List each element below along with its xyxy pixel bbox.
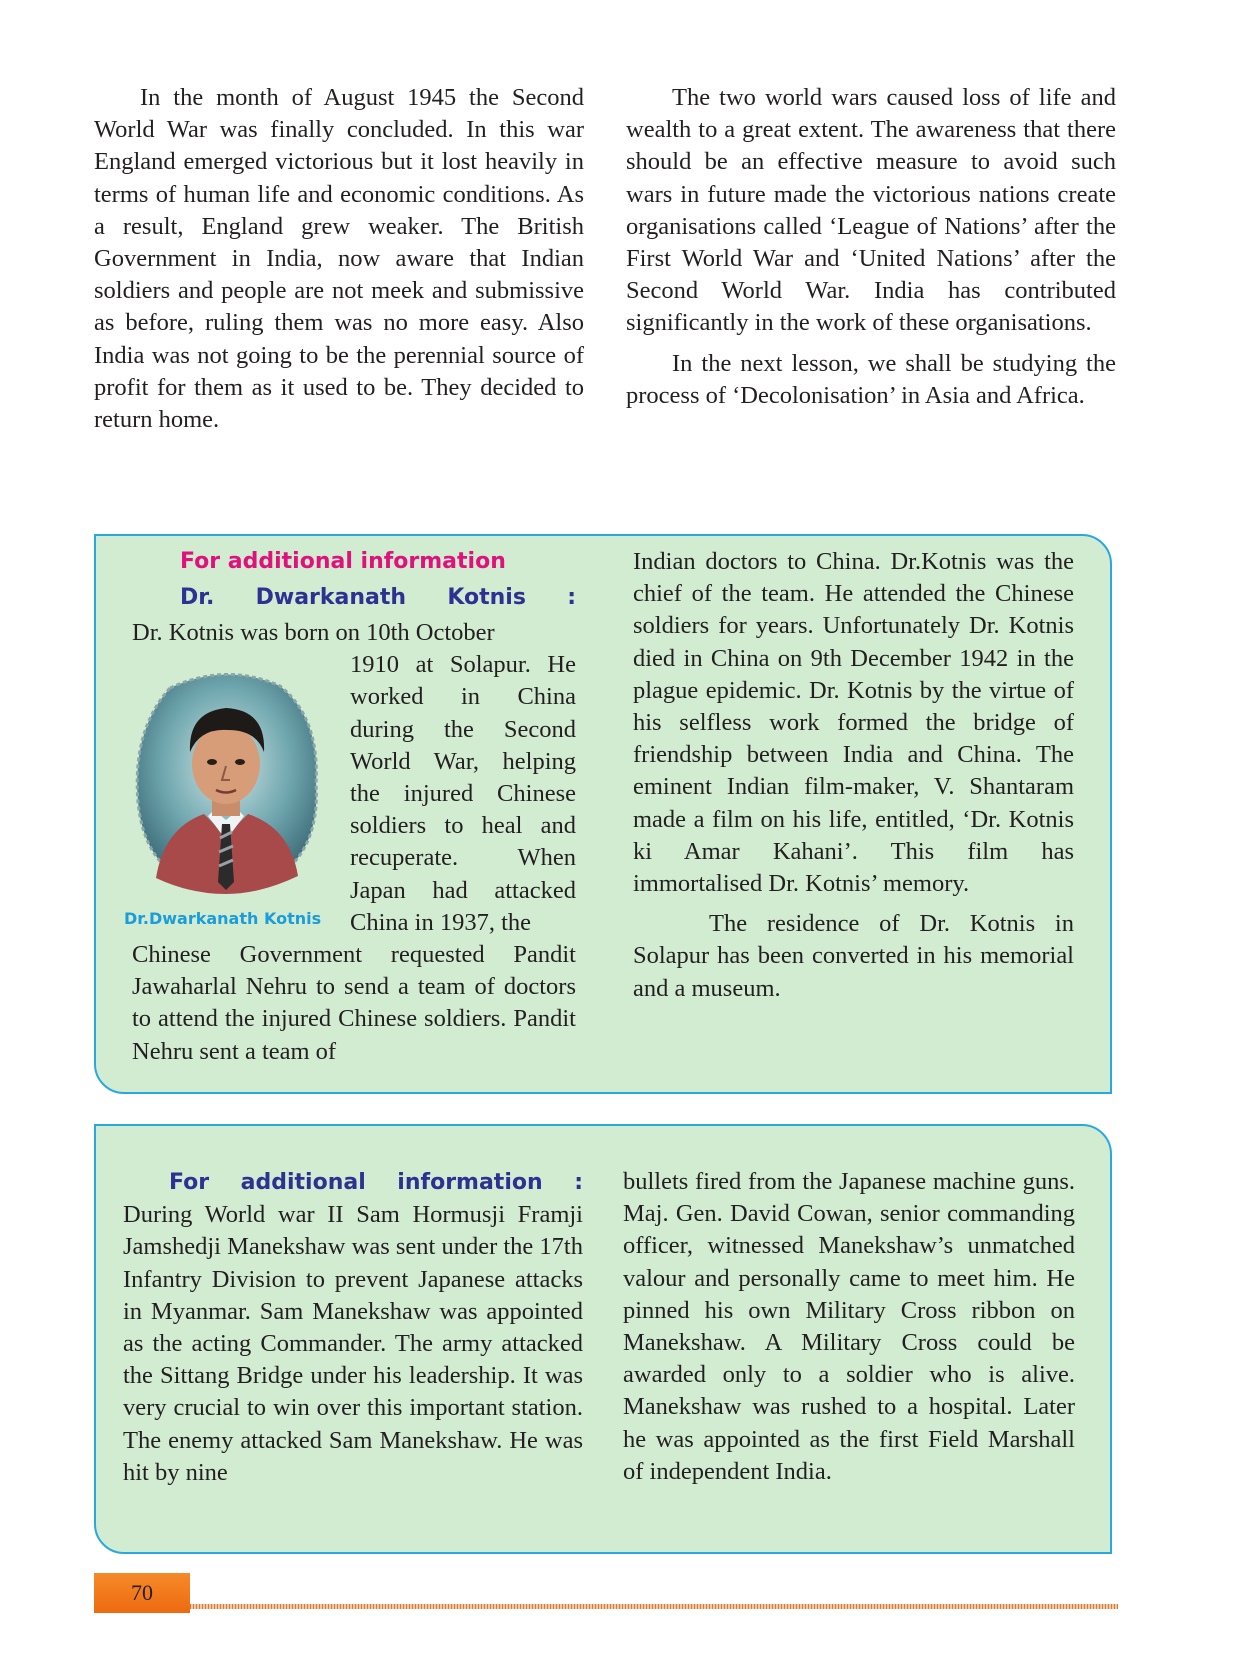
top-right-column bbox=[626, 82, 1116, 412]
box1-subheading-text: Dr. Dwarkanath Kotnis : bbox=[180, 585, 576, 610]
paragraph-world-wars: The two world wars caused loss of life and wealth to a great extent. The awareness that there should be an effective measure to avoid such wars in future made the victorious nations create organisations called ‘League of Nations’ after the First World War and ‘United Nations’ after the Second World War. India has contributed significantly in the work of these organisations. bbox=[626, 84, 1116, 337]
box1-right-column bbox=[633, 546, 1074, 1005]
box2-right-column bbox=[623, 1166, 1075, 1488]
box2-left-column bbox=[123, 1166, 583, 1489]
paragraph-next-lesson: In the next lesson, we shall be studying the process of ‘Decolonisation’ in Asia and Africa. bbox=[626, 349, 1116, 409]
box1-right-para1: Indian doctors to China. Dr.Kotnis was the chief of the team. He attended the Chinese soldiers for years. Unfortunately Dr. Kotnis died in China on 9th December 1942 in the plague epidemic. Dr. Kotnis by the virtue of his selfless work formed the bridge of friendship between India and China. The eminent Indian film-maker, V. Shantaram made a film on his life, entitled, ‘Dr. Kotnis ki Amar Kahani’. This film has immortalised Dr. Kotnis’ memory. bbox=[633, 548, 1074, 898]
page-number: 70 bbox=[94, 1573, 190, 1613]
portrait-caption: Dr.Dwarkanath Kotnis bbox=[124, 909, 322, 928]
box1-right-para2: The residence of Dr. Kotnis in Solapur has been converted in his memorial and a museum. bbox=[633, 910, 1074, 1002]
box2-left-para bbox=[123, 1166, 583, 1489]
box1-beside-image: 1910 at Solapur. He worked in China during the Second World War, helping the injured Chinese soldiers to heal and recuperate. When Japan had attacked China in 1937, the bbox=[350, 651, 576, 936]
box1-after-image: Chinese Government requested Pandit Jawaharlal Nehru to send a team of doctors to attend the injured Chinese soldiers. Pandit Nehru sent a team of bbox=[132, 941, 576, 1065]
box1-subheading bbox=[132, 579, 576, 617]
box2-heading: For additional information : bbox=[169, 1170, 583, 1195]
box1-heading: For additional information bbox=[180, 549, 506, 574]
top-left-column bbox=[94, 82, 584, 436]
kotnis-portrait-image bbox=[130, 668, 322, 896]
footer-rule bbox=[190, 1604, 1118, 1609]
box1-intro: Dr. Kotnis was born on 10th October bbox=[132, 619, 495, 646]
paragraph-war-concluded: In the month of August 1945 the Second World War was finally concluded. In this war England emerged victorious but it lost heavily in terms of human life and economic conditions. As a result, England grew weaker. The British Government in India, now aware that Indian soldiers and people are not meek and submissive as before, ruling them was no more easy. Also India was not going to be the perennial source of profit for them as it used to be. They decided to return home. bbox=[94, 84, 584, 434]
box2-left-text: During World war II Sam Hormusji Framji Jamshedji Manekshaw was sent under the 17th Infantry Division to prevent Japanese attacks in Myanmar. Sam Manekshaw was appointed as the acting Commander. The army attacked the Sittang Bridge under his leadership. It was very crucial to win over this important station. The enemy attacked Sam Manekshaw. He was hit by nine bbox=[123, 1201, 583, 1486]
box2-right-para: bullets fired from the Japanese machine guns. Maj. Gen. David Cowan, senior commanding officer, witnessed Manekshaw’s unmatched valour and personally came to meet him. He pinned his own Military Cross ribbon on Manekshaw. A Military Cross could be awarded only to a soldier who is alive. Manekshaw was rushed to a hospital. Later he was appointed as the first Field Marshall of independent India. bbox=[623, 1168, 1075, 1485]
